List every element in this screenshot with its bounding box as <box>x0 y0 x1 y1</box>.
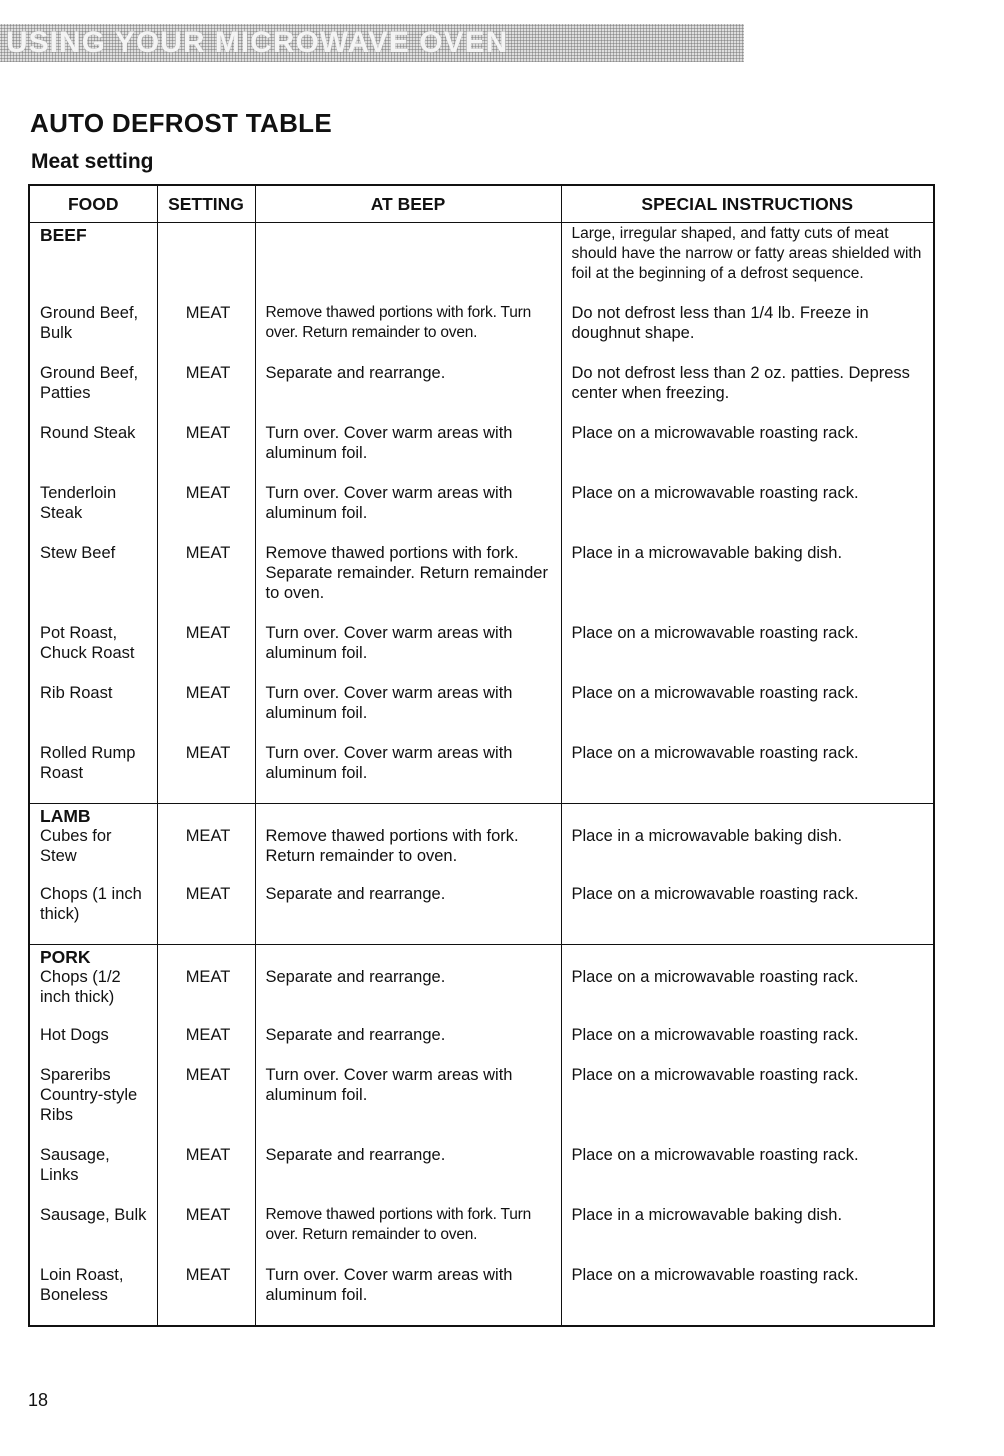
food-cell: Sausage, Bulk <box>29 1205 157 1265</box>
page-title: AUTO DEFROST TABLE <box>30 108 332 138</box>
page-number: 18 <box>28 1390 49 1410</box>
spacer <box>572 947 928 967</box>
instructions-cell <box>561 804 934 885</box>
setting-cell <box>157 945 255 1026</box>
table-row <box>29 884 934 945</box>
instructions-cell: Place in a microwavable baking dish. <box>561 1205 934 1265</box>
spacer <box>266 947 555 967</box>
at-beep-cell: Turn over. Cover warm areas with aluminum foil. <box>255 623 561 683</box>
instructions-cell: Place in a microwavable baking dish. <box>561 543 934 623</box>
food-cell: Chops (1 inch thick) <box>29 884 157 945</box>
table-row <box>29 804 934 885</box>
at-beep-cell <box>255 223 561 304</box>
instructions-cell: Place on a microwavable roasting rack. <box>561 483 934 543</box>
column-header-setting: SETTING <box>157 185 255 223</box>
beef-note: Large, irregular shaped, and fatty cuts of meat should have the narrow or fatty areas shielded with foil at the beginning of a defrost sequence. <box>571 225 922 282</box>
table-row <box>29 1265 934 1326</box>
food-cell: Spareribs Country-style Ribs <box>29 1065 157 1145</box>
column-header-special-instructions: SPECIAL INSTRUCTIONS <box>561 185 934 223</box>
food-cell: Tenderloin Steak <box>29 483 157 543</box>
category-cell <box>29 223 157 304</box>
food-cell: Hot Dogs <box>29 1025 157 1065</box>
setting-cell: MEAT <box>157 1145 255 1205</box>
lamb-group <box>29 804 934 945</box>
food-cell: Sausage, Links <box>29 1145 157 1205</box>
at-beep-cell: Separate and rearrange. <box>255 1145 561 1205</box>
food-cell <box>29 945 157 1026</box>
food-cell: Pot Roast, Chuck Roast <box>29 623 157 683</box>
setting-cell: MEAT <box>157 1205 255 1265</box>
setting-cell: MEAT <box>157 423 255 483</box>
setting-value: MEAT <box>185 827 231 845</box>
at-beep-cell: Separate and rearrange. <box>255 1025 561 1065</box>
pork-group <box>29 945 934 1327</box>
section-banner <box>0 24 744 62</box>
at-beep-cell <box>255 804 561 885</box>
at-beep-cell: Turn over. Cover warm areas with aluminum foil. <box>255 483 561 543</box>
food-cell: Ground Beef, Patties <box>29 363 157 423</box>
setting-cell <box>157 223 255 304</box>
instructions-value: Place in a microwavable baking dish. <box>571 827 843 845</box>
at-beep-cell <box>255 945 561 1026</box>
instructions-cell: Do not defrost less than 1/4 lb. Freeze in doughnut shape. <box>561 303 934 363</box>
table-header-row <box>29 185 934 223</box>
setting-cell: MEAT <box>157 623 255 683</box>
at-beep-cell: Turn over. Cover warm areas with aluminum foil. <box>255 743 561 804</box>
food-cell <box>29 804 157 885</box>
at-beep-cell: Remove thawed portions with fork. Turn over. Return remainder to oven. <box>255 1205 561 1265</box>
table-row <box>29 945 934 1026</box>
instructions-cell: Place on a microwavable roasting rack. <box>561 743 934 804</box>
at-beep-cell: Turn over. Cover warm areas with aluminum foil. <box>255 1065 561 1145</box>
instructions-cell: Place on a microwavable roasting rack. <box>561 884 934 945</box>
instructions-cell: Place on a microwavable roasting rack. <box>561 1065 934 1145</box>
setting-cell: MEAT <box>157 543 255 623</box>
at-beep-value: Separate and rearrange. <box>265 968 446 986</box>
table-row <box>29 363 934 423</box>
food-cell: Round Steak <box>29 423 157 483</box>
category-label-pork: PORK <box>40 947 91 967</box>
spacer <box>572 806 928 826</box>
table-row <box>29 623 934 683</box>
table-row <box>29 683 934 743</box>
food-cell: Rolled Rump Roast <box>29 743 157 804</box>
setting-cell: MEAT <box>157 483 255 543</box>
at-beep-cell: Turn over. Cover warm areas with aluminum foil. <box>255 683 561 743</box>
instructions-cell: Place on a microwavable roasting rack. <box>561 683 934 743</box>
instructions-value: Place on a microwavable roasting rack. <box>571 968 859 986</box>
setting-cell: MEAT <box>157 363 255 423</box>
table-row <box>29 1065 934 1145</box>
setting-cell: MEAT <box>157 1265 255 1326</box>
setting-cell: MEAT <box>157 1025 255 1065</box>
food-name: Cubes for Stew <box>40 827 112 865</box>
spacer <box>168 947 249 967</box>
at-beep-value: Remove thawed portions with fork. Return remainder to oven. <box>265 827 519 865</box>
category-label-beef: BEEF <box>40 225 87 245</box>
page-subtitle: Meat setting <box>31 150 154 173</box>
food-cell: Loin Roast, Boneless <box>29 1265 157 1326</box>
instructions-cell: Place on a microwavable roasting rack. <box>561 423 934 483</box>
instructions-cell <box>561 223 934 304</box>
food-cell: Rib Roast <box>29 683 157 743</box>
auto-defrost-table <box>28 184 935 1327</box>
setting-cell: MEAT <box>157 743 255 804</box>
instructions-cell: Place on a microwavable roasting rack. <box>561 1265 934 1326</box>
table-row <box>29 1145 934 1205</box>
spacer <box>266 806 555 826</box>
food-cell: Stew Beef <box>29 543 157 623</box>
table-row <box>29 1205 934 1265</box>
column-header-food: FOOD <box>29 185 157 223</box>
instructions-cell: Do not defrost less than 2 oz. patties. Depress center when freezing. <box>561 363 934 423</box>
at-beep-cell: Turn over. Cover warm areas with aluminum foil. <box>255 423 561 483</box>
setting-cell: MEAT <box>157 1065 255 1145</box>
food-cell: Ground Beef, Bulk <box>29 303 157 363</box>
table-row <box>29 543 934 623</box>
table-row <box>29 303 934 363</box>
food-name: Chops (1/2 inch thick) <box>40 968 121 1006</box>
table-row <box>29 743 934 804</box>
category-label-lamb: LAMB <box>40 806 91 826</box>
setting-value: MEAT <box>185 968 231 986</box>
instructions-cell: Place on a microwavable roasting rack. <box>561 1025 934 1065</box>
table-row <box>29 223 934 304</box>
setting-cell: MEAT <box>157 884 255 945</box>
at-beep-cell: Separate and rearrange. <box>255 363 561 423</box>
setting-cell <box>157 804 255 885</box>
beef-group <box>29 223 934 804</box>
at-beep-cell: Remove thawed portions with fork. Separate remainder. Return remainder to oven. <box>255 543 561 623</box>
spacer <box>168 806 249 826</box>
table-row <box>29 423 934 483</box>
instructions-cell <box>561 945 934 1026</box>
column-header-at-beep: AT BEEP <box>255 185 561 223</box>
at-beep-cell: Separate and rearrange. <box>255 884 561 945</box>
instructions-cell: Place on a microwavable roasting rack. <box>561 623 934 683</box>
table-row <box>29 1025 934 1065</box>
instructions-cell: Place on a microwavable roasting rack. <box>561 1145 934 1205</box>
at-beep-cell: Remove thawed portions with fork. Turn over. Return remainder to oven. <box>255 303 561 363</box>
setting-cell: MEAT <box>157 303 255 363</box>
table-row <box>29 483 934 543</box>
setting-cell: MEAT <box>157 683 255 743</box>
at-beep-cell: Turn over. Cover warm areas with aluminum foil. <box>255 1265 561 1326</box>
banner-text: USING YOUR MICROWAVE OVEN <box>6 26 509 59</box>
